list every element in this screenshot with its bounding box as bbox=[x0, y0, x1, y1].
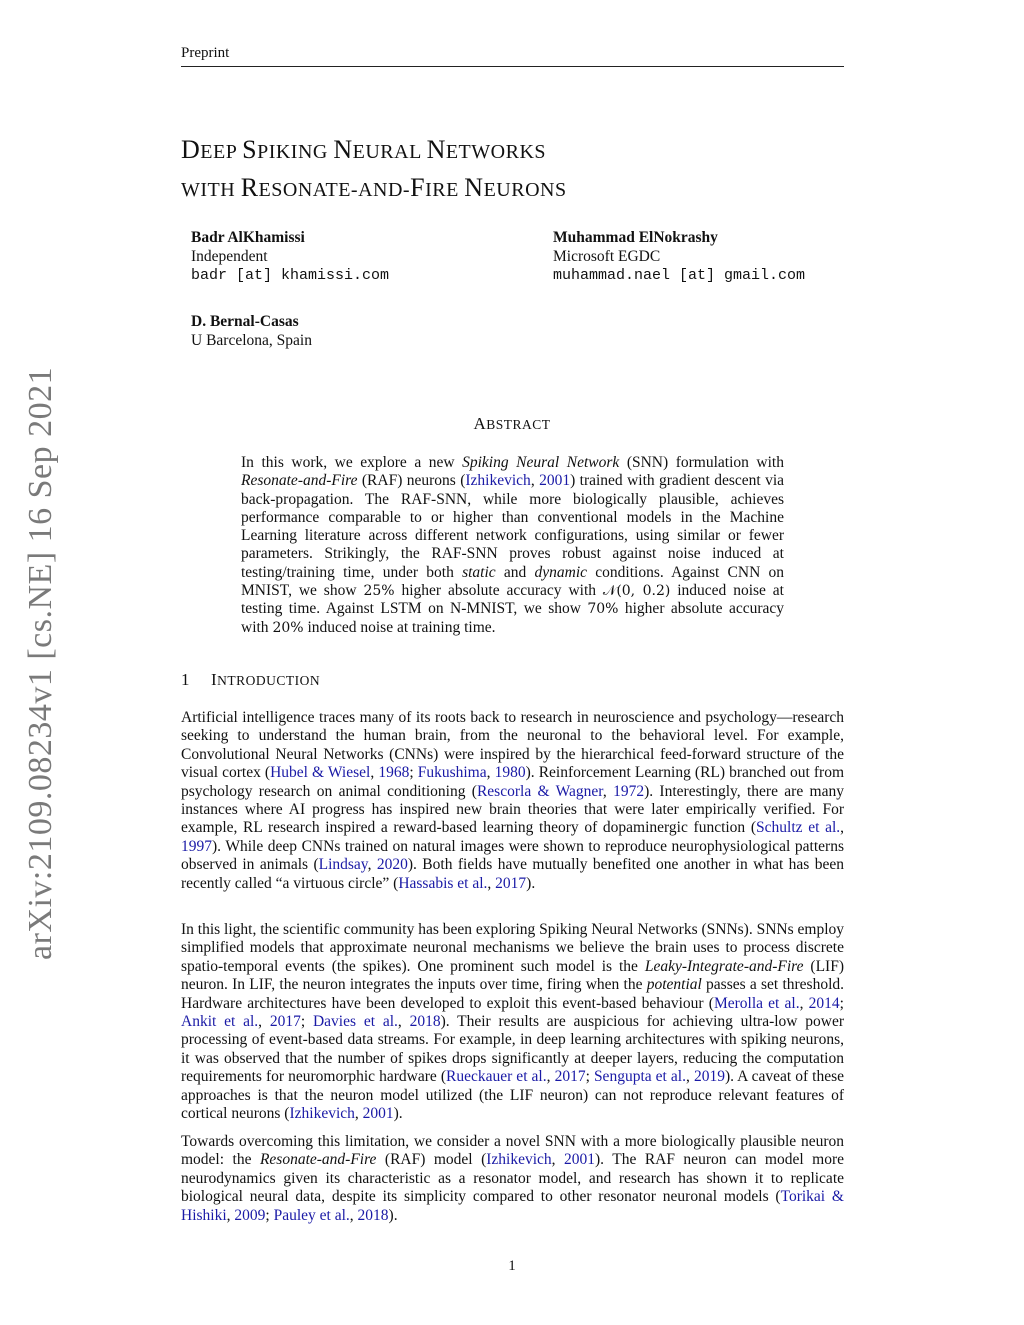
title-line-1: DEEP SPIKING NEURAL NETWORKS bbox=[181, 135, 547, 164]
citation-link[interactable]: Fukushima bbox=[417, 764, 487, 782]
paragraph: Towards overcoming this limitation, we consider a novel SNN with a more biologically plausible neuron model: the Resonate-and-Fire (RAF) model (Izhikevich, 2001). The RAF neuron can model more neurodynamics given its characteristic as a resonator model, and research has shown it to replicate biological neural data, despite its simplicity compared to other resonator neuronal models (Torikai & Hishiki, 2009; Pauley et al., 2018). bbox=[181, 1133, 844, 1224]
author-affiliation: Microsoft EGDC bbox=[553, 248, 661, 265]
citation-link[interactable]: Lindsay bbox=[318, 856, 368, 874]
citation-link[interactable]: 2017 bbox=[269, 1013, 301, 1031]
author-affiliation: U Barcelona, Spain bbox=[191, 332, 312, 349]
page-number: 1 bbox=[508, 1258, 516, 1274]
author-email: badr [at] khamissi.com bbox=[191, 267, 390, 284]
citation-link[interactable]: Hassabis et al. bbox=[398, 874, 488, 892]
citation-link[interactable]: 2009 bbox=[234, 1206, 266, 1224]
citation-link[interactable]: Torikai & Hishiki bbox=[181, 1188, 844, 1224]
author-name: D. Bernal-Casas bbox=[191, 313, 299, 330]
citation-link[interactable]: Izhikevich bbox=[486, 1151, 552, 1169]
citation-link[interactable]: 2019 bbox=[693, 1068, 725, 1086]
section-heading-introduction: 1 INTRODUCTION bbox=[181, 670, 321, 689]
author-block bbox=[191, 228, 389, 285]
citation-link[interactable]: 2001 bbox=[539, 472, 571, 490]
citation-link[interactable]: Sengupta et al. bbox=[593, 1068, 686, 1086]
title-line-2: WITH RESONATE-AND-FIRE NEURONS bbox=[181, 173, 567, 202]
citation-link[interactable]: 1997 bbox=[181, 837, 212, 855]
citation-link[interactable]: 2020 bbox=[376, 856, 408, 874]
citation-link[interactable]: 1980 bbox=[494, 764, 526, 782]
citation-link[interactable]: 2018 bbox=[357, 1206, 389, 1224]
citation-link[interactable]: 2001 bbox=[564, 1151, 596, 1169]
author-block bbox=[191, 312, 312, 350]
arxiv-stamp: arXiv:2109.08234v1 [cs.NE] 16 Sep 2021 bbox=[22, 366, 59, 960]
abstract-heading: ABSTRACT bbox=[473, 414, 551, 433]
author-block bbox=[553, 228, 805, 285]
citation-link[interactable]: Rescorla & Wagner bbox=[476, 782, 603, 800]
citation-link[interactable]: Ankit et al. bbox=[181, 1013, 259, 1031]
author-affiliation: Independent bbox=[191, 248, 268, 265]
citation-link[interactable]: 2018 bbox=[409, 1013, 441, 1031]
author-name: Muhammad ElNokrashy bbox=[553, 229, 718, 246]
citation-link[interactable]: Izhikevich bbox=[465, 472, 531, 490]
citation-link[interactable]: 2017 bbox=[554, 1068, 586, 1086]
citation-link[interactable]: 1968 bbox=[378, 764, 410, 782]
citation-link[interactable]: Hubel & Wiesel bbox=[270, 764, 371, 782]
citation-link[interactable]: 1972 bbox=[613, 782, 645, 800]
paper-title bbox=[181, 132, 567, 208]
citation-link[interactable]: Davies et al. bbox=[312, 1013, 398, 1031]
running-head: Preprint bbox=[181, 45, 230, 61]
citation-link[interactable]: Pauley et al. bbox=[273, 1206, 350, 1224]
citation-link[interactable]: Rueckauer et al. bbox=[445, 1068, 547, 1086]
abstract-text: In this work, we explore a new Spiking Neural Network (SNN) formulation with Resonate-and-Fire (RAF) neurons (Izhikevich, 2001) trained with gradient descent via back-propagation. The RAF-SNN, while more biologically plausible, achieves performance comparable to or higher than conventional models in the Machine Learning literature across different network configurations, using similar or fewer parameters. Strikingly, the RAF-SNN proves robust against noise induced at testing/training time, under both static and dynamic conditions. Against CNN on MNIST, we show 25% higher absolute accuracy with 𝒩(0, 0.2) induced noise at testing time. Against LSTM on N-MNIST, we show 70% higher absolute accuracy with 20% induced noise at training time. bbox=[241, 454, 785, 636]
paragraph: Artificial intelligence traces many of its roots back to research in neuroscience and psychology—research seeking to understand the human brain, from the neuronal to the behavioral level. For example, Convolutional Neural Networks (CNNs) were inspired by the hierarchical feed-forward structure of the visual cortex (Hubel & Wiesel, 1968; Fukushima, 1980). Reinforcement Learning (RL) branched out from psychology research on animal conditioning (Rescorla & Wagner, 1972). Interestingly, there are many instances where AI progress has inspired new brain theories that were later empirically verified. For example, RL research inspired a reward-based learning theory of dopaminergic function (Schultz et al., 1997). While deep CNNs trained on natural images were shown to reproduce neurophysiological patterns observed in animals (Lindsay, 2020). Both fields have mutually benefited one another in what has been recently called “a virtuous circle” (Hassabis et al., 2017). bbox=[181, 709, 845, 892]
citation-link[interactable]: 2014 bbox=[808, 994, 840, 1012]
citation-link[interactable]: Schultz et al. bbox=[756, 819, 841, 837]
citation-link[interactable]: 2001 bbox=[362, 1105, 394, 1123]
citation-link[interactable]: Izhikevich bbox=[289, 1105, 355, 1123]
header-rule bbox=[181, 66, 844, 67]
author-email: muhammad.nael [at] gmail.com bbox=[553, 267, 806, 284]
citation-link[interactable]: 2017 bbox=[495, 874, 527, 892]
citation-link[interactable]: Merolla et al. bbox=[713, 994, 800, 1012]
paragraph: In this light, the scientific community has been exploring Spiking Neural Networks (SNNs). SNNs employ simplified models that approximate neuronal mechanisms we believe the brain uses to process discrete spatio-temporal events (the spikes). One prominent such model is the Leaky-Integrate-and-Fire (LIF) neuron. In LIF, the neuron integrates the inputs over time, firing when the potential passes a set threshold. Hardware architectures have been developed to exploit this event-based behaviour (Merolla et al., 2014; Ankit et al., 2017; Davies et al., 2018). Their results are auspicious for achieving ultra-low power processing of event-based data streams. For example, in deep learning architectures with spiking neurons, it was observed that the number of spikes drops significantly at deeper layers, reducing the computation requirements for neuromorphic hardware (Rueckauer et al., 2017; Sengupta et al., 2019). A caveat of these approaches is that the neuron model utilized (the LIF neuron) can not reproduce relevant features of cortical neurons (Izhikevich, 2001). bbox=[181, 921, 845, 1123]
author-name: Badr AlKhamissi bbox=[191, 229, 305, 246]
